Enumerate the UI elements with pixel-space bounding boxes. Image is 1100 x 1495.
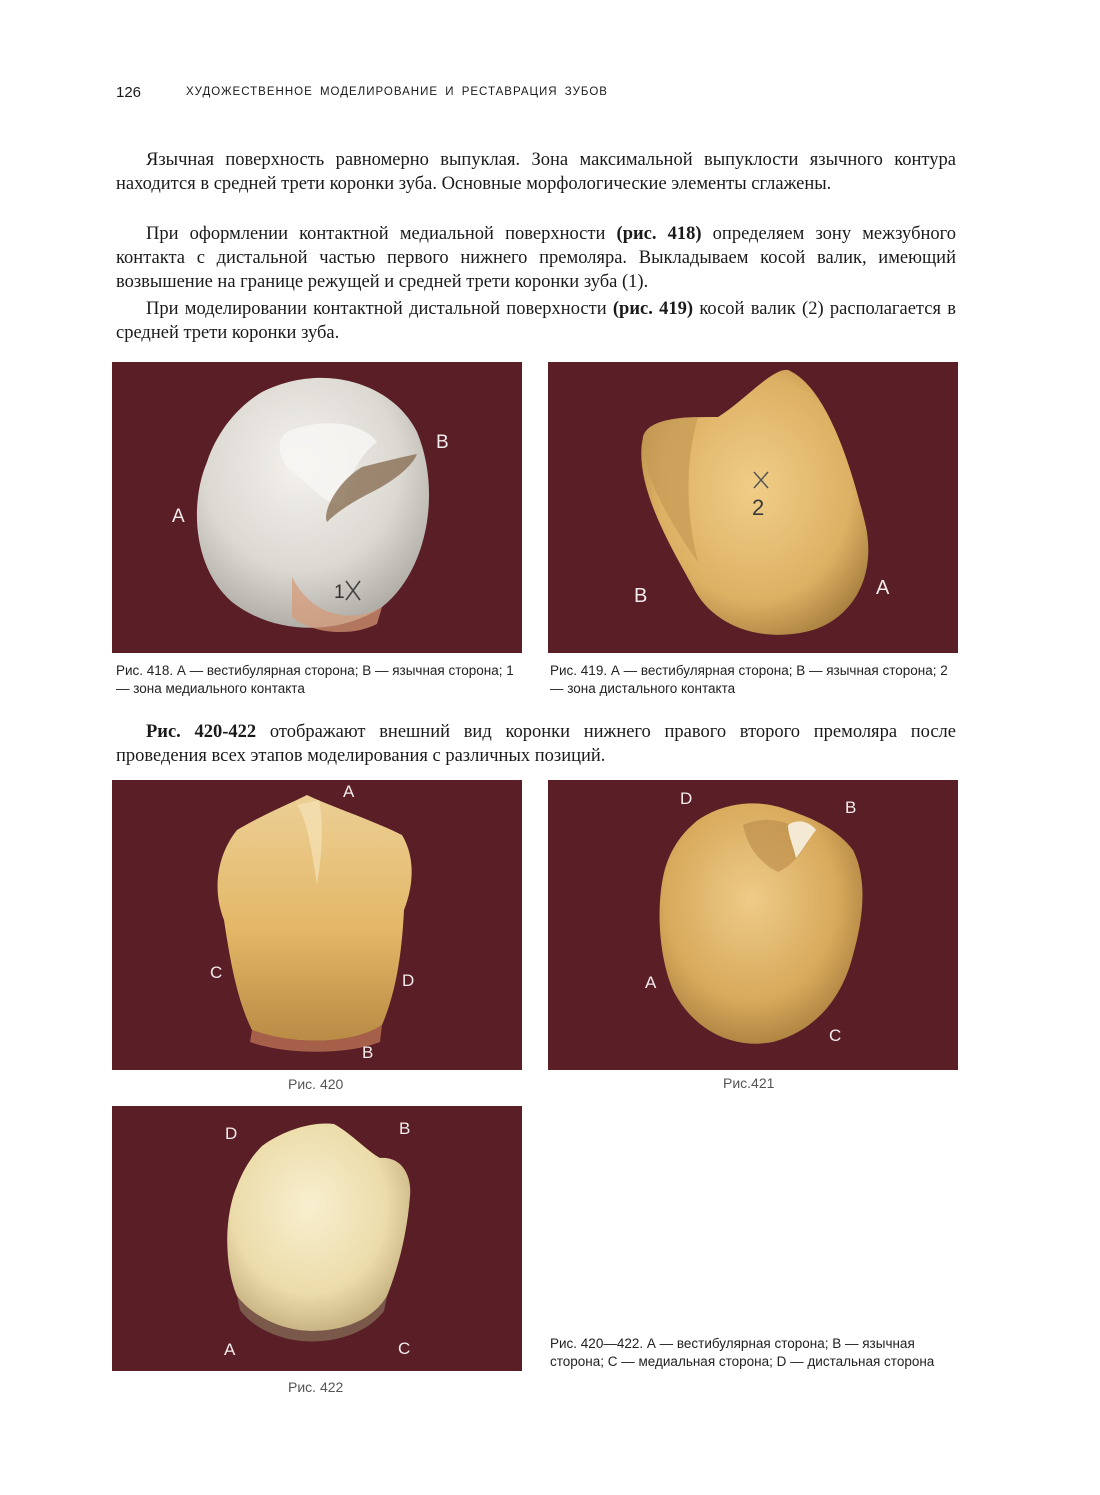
tooth-oblique-illustration	[548, 780, 958, 1070]
running-header	[116, 84, 976, 106]
label-a: A	[343, 782, 355, 801]
paragraph-4	[116, 720, 956, 768]
paragraph-3	[116, 297, 956, 345]
figure-ref-418[interactable]: (рис. 418)	[616, 224, 702, 244]
page-number: 126	[116, 84, 142, 101]
label-b: B	[362, 1043, 374, 1062]
tooth-proximal-illustration	[548, 362, 958, 653]
label-contact-2: 2	[752, 495, 765, 520]
label-contact-1: 1	[334, 582, 345, 603]
figure-422-photo	[112, 1106, 522, 1371]
paragraph-3-text-start: При моделировании контактной дистальной поверхности	[146, 299, 613, 319]
figure-ref-419[interactable]: (рис. 419)	[612, 299, 694, 319]
tooth-occlusal-illustration	[112, 362, 522, 653]
figure-420-photo	[112, 780, 522, 1070]
label-b: B	[634, 585, 648, 607]
label-d: D	[225, 1124, 238, 1143]
label-a: A	[645, 973, 657, 992]
figure-422-label: Рис. 422	[288, 1379, 344, 1395]
figure-421-photo	[548, 780, 958, 1070]
figure-418-photo	[112, 362, 522, 653]
label-b: B	[399, 1119, 411, 1138]
label-b: B	[436, 432, 449, 453]
paragraph-3-text-end: косой валик (2) располагается в средней трети коронки зуба.	[116, 299, 956, 343]
figure-419-caption: Рис. 419. А — вестибулярная сторона; В — язычная сторона; 2 — зона дистального контакта	[550, 663, 948, 696]
label-a: A	[172, 506, 185, 527]
running-title: ХУДОЖЕСТВЕННОЕ МОДЕЛИРОВАНИЕ И РЕСТАВРАЦИЯ ЗУБОВ	[186, 86, 608, 98]
label-c: C	[829, 1026, 842, 1045]
tooth-buccal-illustration	[112, 780, 522, 1070]
paragraph-2-text-end: определяем зону межзубного контакта с дистальной частью первого нижнего премоляра. Выкладываем косой валик, имеющий возвышение на границе режущей и средней трети коронки зуба (1).	[116, 224, 957, 292]
figure-419-photo	[548, 362, 958, 653]
label-b: B	[845, 798, 857, 817]
figure-420-label: Рис. 420	[288, 1076, 344, 1092]
paragraph-1	[116, 148, 956, 196]
figure-ref-420-422[interactable]: Рис. 420-422	[146, 722, 257, 742]
label-c: C	[398, 1339, 411, 1358]
tooth-lingual-illustration	[112, 1106, 522, 1371]
label-d: D	[402, 971, 415, 990]
figure-421-label: Рис.421	[723, 1075, 775, 1091]
label-a: A	[224, 1340, 236, 1359]
figure-418-caption: Рис. 418. А — вестибулярная сторона; В — язычная сторона; 1 — зона медиального контакта	[116, 663, 514, 696]
label-d: D	[680, 789, 693, 808]
figures-420-422-caption: Рис. 420—422. А — вестибулярная сторона; В — язычная сторона; С — медиальная сторона; D — дистальная сторона	[550, 1336, 935, 1369]
label-a: A	[876, 577, 890, 599]
paragraph-4-text: отображают внешний вид коронки нижнего правого второго премоляра после проведения всех этапов моделирования с различных позиций.	[116, 722, 956, 766]
paragraph-2-text-start: При оформлении контактной медиальной поверхности	[146, 224, 617, 244]
paragraph-2	[116, 222, 956, 294]
label-c: C	[210, 963, 223, 982]
paragraph-1-text: Язычная поверхность равномерно выпуклая. Зона максимальной выпуклости язычного контура находится в средней трети коронки зуба. Основные морфологические элементы сглажены.	[116, 150, 956, 194]
